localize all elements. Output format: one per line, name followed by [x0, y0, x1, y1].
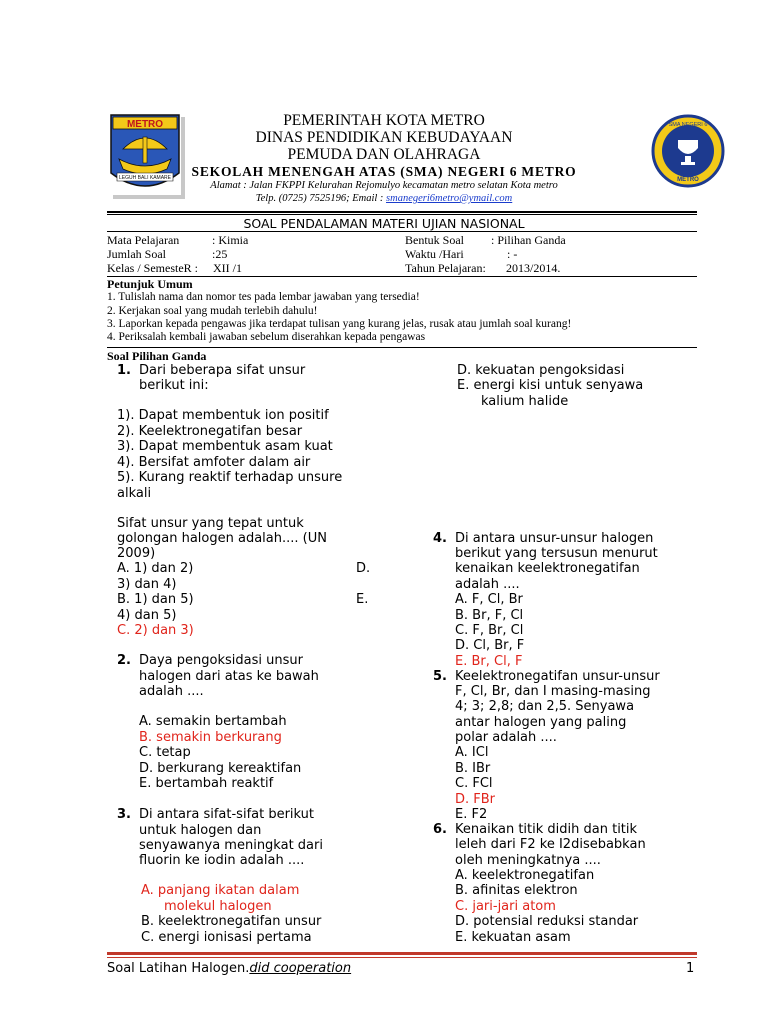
meta-value-subject: : Kimia	[212, 233, 249, 247]
q1-option-e[interactable]: E.	[356, 592, 369, 607]
q1-option-e-text[interactable]: 4) dan 5)	[117, 608, 177, 623]
meta-divider	[107, 276, 697, 277]
q1-statement: alkali	[117, 486, 152, 501]
header-divider-thin	[107, 214, 697, 215]
q3-text: untuk halogen dan	[139, 823, 262, 838]
q6-option-c-answer[interactable]: C. jari-jari atom	[455, 899, 556, 914]
q6-number: 6.	[433, 822, 447, 837]
q1-option-d[interactable]: D.	[356, 561, 371, 576]
q2-text: adalah ....	[139, 684, 204, 699]
q3-number: 3.	[117, 807, 131, 822]
instructions-title: Petunjuk Umum	[107, 277, 193, 291]
footer-label	[107, 961, 351, 976]
q2-text: Daya pengoksidasi unsur	[139, 653, 303, 668]
q2-option-a[interactable]: A. semakin bertambah	[139, 714, 287, 729]
q3-option-a-answer[interactable]: A. panjang ikatan dalam	[141, 883, 300, 898]
q6-option-a[interactable]: A. keelektronegatifan	[455, 868, 595, 883]
q6-text: Kenaikan titik didih dan titik	[455, 822, 638, 837]
q5-text: 4; 3; 2,8; dan 2,5. Senyawa	[455, 699, 635, 714]
q3-option-e-cont[interactable]: kalium halide	[481, 394, 569, 409]
q1-prompt: 2009)	[117, 546, 156, 561]
section-title: Soal Pilihan Ganda	[107, 349, 207, 363]
q3-option-a-answer-cont[interactable]: molekul halogen	[164, 899, 272, 914]
q5-text: antar halogen yang paling	[455, 715, 627, 730]
q4-option-d[interactable]: D. Cl, Br, F	[455, 638, 525, 653]
q1-prompt: Sifat unsur yang tepat untuk	[117, 516, 304, 531]
q3-option-d[interactable]: D. kekuatan pengoksidasi	[457, 363, 625, 378]
q6-option-e[interactable]: E. kekuatan asam	[455, 930, 571, 945]
q3-text: Di antara sifat-sifat berikut	[139, 807, 315, 822]
q5-option-e[interactable]: E. F2	[455, 807, 488, 822]
q1-statement: 2). Keelektronegatifan besar	[117, 424, 303, 439]
contact-text: Telp. (0725) 7525196; Email :	[255, 193, 387, 204]
q2-text: halogen dari atas ke bawah	[139, 669, 319, 684]
title-divider	[107, 231, 697, 232]
meta-label-form: Bentuk Soal	[405, 233, 464, 247]
q5-text: F, Cl, Br, dan I masing-masing	[455, 684, 651, 699]
q5-option-d-answer[interactable]: D. FBr	[455, 792, 496, 807]
meta-label-count: Jumlah Soal	[107, 247, 166, 261]
page-number: 1	[686, 961, 695, 976]
footer-rule	[107, 952, 697, 955]
meta-value-year: 2013/2014.	[506, 261, 561, 275]
q1-prompt: golongan halogen adalah.... (UN	[117, 531, 327, 546]
meta-label-time: Waktu /Hari	[405, 247, 464, 261]
meta-label-subject: Mata Pelajaran	[107, 233, 180, 247]
q1-option-d-text[interactable]: 3) dan 4)	[117, 577, 177, 592]
q2-option-c[interactable]: C. tetap	[139, 745, 191, 760]
header-line2: DINAS PENDIDIKAN KEBUDAYAAN	[255, 129, 513, 146]
q1-option-b[interactable]: B. 1) dan 5)	[117, 592, 194, 607]
q1-statement: 5). Kurang reaktif terhadap unsure	[117, 470, 343, 485]
q5-option-b[interactable]: B. IBr	[455, 761, 491, 776]
school-contact	[0, 193, 768, 204]
q1-statement: 3). Dapat membentuk asam kuat	[117, 439, 333, 454]
q4-option-a[interactable]: A. F, Cl, Br	[455, 592, 523, 607]
q5-text: polar adalah ....	[455, 730, 557, 745]
instruction-item: 2. Kerjakan soal yang mudah terlebih dahulu!	[107, 305, 318, 317]
meta-value-time: : -	[507, 247, 518, 261]
instruction-item: 1. Tulislah nama dan nomor tes pada lembar jawaban yang tersedia!	[107, 291, 420, 303]
q1-statement: 4). Bersifat amfoter dalam air	[117, 455, 311, 470]
q6-option-d[interactable]: D. potensial reduksi standar	[455, 914, 639, 929]
meta-value-class: XII /1	[213, 261, 242, 275]
q3-text: senyawanya meningkat dari	[139, 838, 323, 853]
q4-text: berikut yang tersusun menurut	[455, 546, 658, 561]
q6-option-b[interactable]: B. afinitas elektron	[455, 883, 578, 898]
instruction-item: 3. Laporkan kepada pengawas jika terdapat tulisan yang kurang jelas, rusak atau jumlah soal kurang!	[107, 318, 572, 330]
school-name: SEKOLAH MENENGAH ATAS (SMA) NEGERI 6 METRO	[191, 164, 577, 179]
footer-italic: did cooperation	[249, 961, 352, 976]
footer-rule-thin	[107, 957, 697, 958]
header-line3: PEMUDA DAN OLAHRAGA	[287, 146, 481, 163]
header-divider	[107, 211, 697, 213]
q3-option-e[interactable]: E. energi kisi untuk senyawa	[457, 378, 644, 393]
q4-text: adalah ....	[455, 577, 520, 592]
email-link[interactable]: smanegeri6metro@ymail.com	[386, 193, 513, 204]
q2-option-d[interactable]: D. berkurang kereaktifan	[139, 761, 302, 776]
q1-text: Dari beberapa sifat unsur	[139, 363, 306, 378]
exam-title: SOAL PENDALAMAN MATERI UJIAN NASIONAL	[243, 216, 525, 231]
school-address: Alamat : Jalan FKPPI Kelurahan Rejomulyo kecamatan metro selatan Kota metro	[210, 180, 558, 191]
instructions-divider	[107, 347, 697, 348]
q1-statement: 1). Dapat membentuk ion positif	[117, 408, 329, 423]
q2-option-b-answer[interactable]: B. semakin berkurang	[139, 730, 282, 745]
q4-number: 4.	[433, 531, 447, 546]
q5-option-a[interactable]: A. ICl	[455, 745, 489, 760]
q6-text: oleh meningkatnya ....	[455, 853, 601, 868]
meta-label-class: Kelas / SemesteR :	[107, 261, 198, 275]
q5-number: 5.	[433, 669, 447, 684]
q4-text: kenaikan keelektronegatifan	[455, 561, 640, 576]
q3-option-b[interactable]: B. keelektronegatifan unsur	[141, 914, 322, 929]
q3-option-c[interactable]: C. energi ionisasi pertama	[141, 930, 312, 945]
q4-option-c[interactable]: C. F, Br, Cl	[455, 623, 524, 638]
q1-number: 1.	[117, 363, 131, 378]
footer-text: Soal Latihan Halogen.	[107, 961, 250, 976]
q6-text: leleh dari F2 ke I2disebabkan	[455, 837, 646, 852]
svg-text:METRO: METRO	[677, 177, 699, 183]
q4-text: Di antara unsur-unsur halogen	[455, 531, 654, 546]
meta-label-year: Tahun Pelajaran:	[405, 261, 486, 275]
q2-number: 2.	[117, 653, 131, 668]
q5-text: Keelektronegatifan unsur-unsur	[455, 669, 660, 684]
instruction-item: 4. Periksalah kembali jawaban sebelum diserahkan kepada pengawas	[107, 331, 426, 343]
meta-value-form: : Pilihan Ganda	[491, 233, 566, 247]
q1-text: berikut ini:	[139, 378, 209, 393]
q2-option-e[interactable]: E. bertambah reaktif	[139, 776, 274, 791]
header-line1: PEMERINTAH KOTA METRO	[283, 112, 485, 129]
q5-option-c[interactable]: C. FCl	[455, 776, 493, 791]
q3-text: fluorin ke iodin adalah ....	[139, 853, 305, 868]
svg-text:METRO: METRO	[126, 119, 164, 130]
q1-option-a[interactable]: A. 1) dan 2)	[117, 561, 194, 576]
q4-option-b[interactable]: B. Br, F, Cl	[455, 608, 524, 623]
meta-value-count: :25	[212, 247, 228, 261]
svg-text:SMA NEGERI 6: SMA NEGERI 6	[668, 122, 708, 128]
q4-option-e-answer[interactable]: E. Br, Cl, F	[455, 654, 523, 669]
svg-text:LEGUH BALI KAMARE: LEGUH BALI KAMARE	[119, 175, 171, 181]
q1-option-c-answer[interactable]: C. 2) dan 3)	[117, 623, 194, 638]
